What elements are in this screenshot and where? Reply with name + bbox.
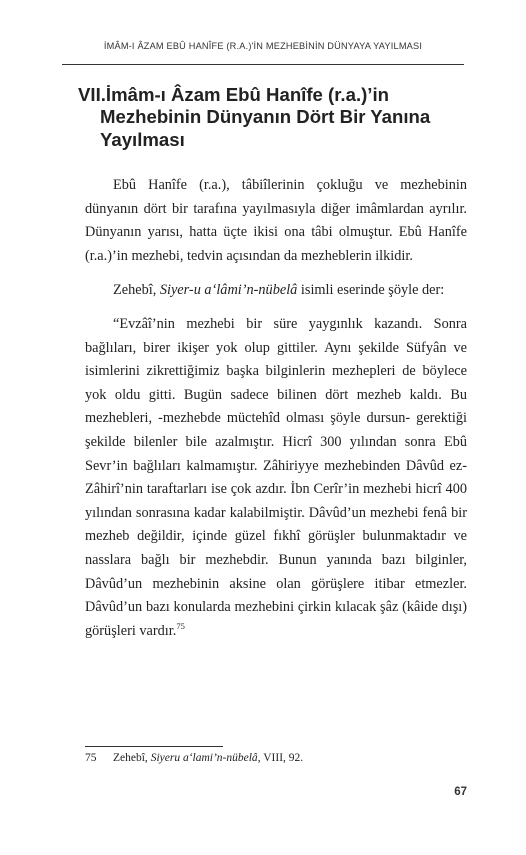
quotation-text: “Evzâî’nin mezhebi bir süre yaygınlık kazandı. Sonra bağlıları, birer ikişer yok olup gittiler. Aynı şekilde Süfyân ve isimlerini zikrettiğimiz başka bilginlerin mezhepleri de böylece yok oldu gitti. Bugün sadece bilinen dört mezheb kaldı. Bu mezhebleri, -mezhebde müctehîd olması şöyle dursun- gerektiği şekilde bilenler bile azalmıştır. Hicrî 300 yılından sonra Ebû Sevr’in bağlıları kalmamıştır. Zâhiriyye mezhebinden Dâvûd ez-Zâhirî’nin taraftarları ise çok azdır. İbn Cerîr’in mezhebi hicrî 400 yılından sonrasına kadar kalabilmiştir. Dâvûd’un mezhebi fenâ bir mezheb değildir, içinde güzel fıkhî görüşler bulunmaktadır ve nasslara bağlı bir mezhebdir. Bunun yanında bazı bilginler, Dâvûd’un mezhebinin aksine olan görüşlere itibar etmezler. Dâvûd’un bazı konularda mezhebini çirkin kılacak şâz (kâide dışı) görüşleri vardır. [85, 315, 467, 639]
footnote-number: 75 [85, 752, 97, 764]
cited-work-title: Siyer-u a‘lâmi’n-nübelâ [159, 281, 298, 298]
paragraph-1: Ebû Hanîfe (r.a.), tâbiîlerinin çokluğu ve mezhebinin dünyanın dört bir tarafına yayılmasıyla diğer imâmlardan ayrılır. Dünyanın yarısı, hatta üçte ikisi ona tâbi olmuştur. Ebû Hanîfe (r.a.)’in mezhebi, tedvin açısından da mezheblerin ilkidir. [85, 177, 467, 264]
footnote-title: Siyeru a‘lami’n-nübelâ [150, 752, 258, 764]
paragraph-2-lead: Zehebî, [113, 281, 160, 298]
running-header: İMÂM-I ÂZAM EBÛ HANÎFE (R.A.)'İN MEZHEBİNİN DÜNYAYA YAYILMASI [103, 41, 423, 51]
footnote-rule [85, 746, 223, 747]
chapter-title-line-1: VII.İmâm-ı Âzam Ebû Hanîfe (r.a.)’in [78, 84, 389, 105]
chapter-title-line-3: Yayılması [100, 128, 185, 150]
footnote-author: Zehebî, [113, 752, 151, 764]
body-text [85, 174, 467, 643]
chapter-title-line-2: Mezhebinin Dünyanın Dört Bir Yanına [100, 106, 431, 128]
header-rule [62, 64, 464, 65]
paragraph-2 [85, 279, 467, 303]
chapter-title [78, 84, 458, 151]
quotation-paragraph [85, 313, 467, 643]
footnote-reference[interactable]: 75 [176, 620, 185, 631]
page-number: 67 [454, 786, 467, 798]
footnote-locator: , VIII, 92. [257, 752, 304, 764]
paragraph-2-tail: isimli eserinde şöyle der: [297, 281, 445, 298]
footnote [85, 751, 465, 766]
